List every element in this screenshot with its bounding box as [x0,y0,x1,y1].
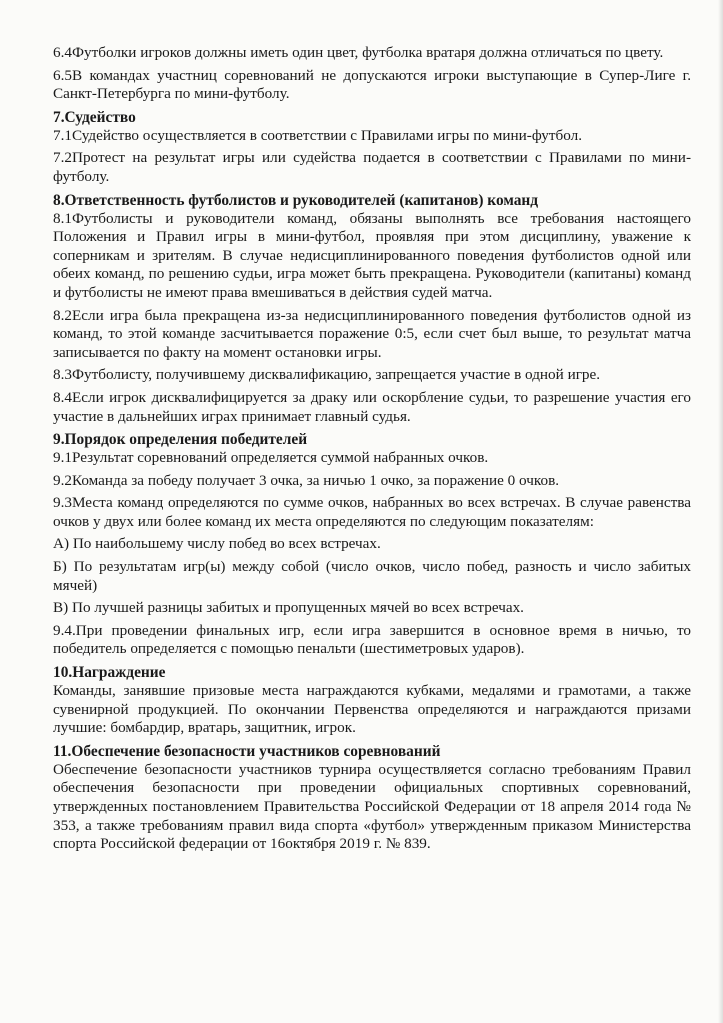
heading-section-11: 11.Обеспечение безопасности участников соревнований [53,742,441,760]
heading-section-7: 7.Судейство [53,108,136,126]
clause-9-4: 9.4.При проведении финальных игр, если игра завершится в основное время в ничью, то победитель определяется с помощью пенальти (шестиметровых ударов). [53,621,691,658]
clause-8-2: 8.2Если игра была прекращена из-за недисциплинированного поведения футболистов одной из команд, то этой команде засчитывается поражение 0:5, если счет был выше, то результат матча записывается по факту на момент остановки игры. [53,306,691,361]
page-edge-shadow [718,0,723,1023]
clause-9-3: 9.3Места команд определяются по сумме очков, набранных во всех встречах. В случае равенства очков у двух или более команд их места определяются по следующим показателям: [53,494,691,530]
clause-6-4: 6.4Футболки игроков должны иметь один цвет, футболка вратаря должна отличаться по цвету. [53,44,664,61]
clause-9-1: 9.1Результат соревнований определяется суммой набранных очков. [53,449,489,467]
criterion-a: А) По наибольшему числу побед во всех встречах. [53,535,381,553]
heading-section-8: 8.Ответственность футболистов и руководителей (капитанов) команд [53,191,539,209]
heading-section-9: 9.Порядок определения победителей [53,431,308,449]
clause-9-2: 9.2Команда за победу получает 3 очка, за ничью 1 очко, за поражение 0 очков. [53,471,560,489]
criterion-v: В) По лучшей разницы забитых и пропущенных мячей во всех встречах. [53,599,524,617]
criterion-b: Б) По результатам игр(ы) между собой (число очков, число побед, разность и число забитых мячей) [53,558,691,594]
clause-10: Команды, занявшие призовые места награждаются кубками, медалями и грамотами, а также сувенирной продукцией. По окончании Первенства определяются и награждаются призами лучшие: бомбардир, вратарь, защитник, игрок. [53,682,691,737]
clause-7-2: 7.2Протест на результат игры или судейства подается в соответствии с Правилами по мини-футболу. [53,149,691,185]
clause-6-5: 6.5В командах участниц соревнований не допускаются игроки выступающие в Супер-Лиге г. Санкт-Петербурга по мини-футболу. [53,66,691,103]
document-body [53,44,691,854]
clause-8-1: 8.1Футболисты и руководители команд, обязаны выполнять все требования настоящего Положения и Правил игры в мини-футбол, проявляя при этом дисциплину, уважение к соперникам и зрителям. В случае недисциплинированного поведения футболистов одной или обеих команд, по решению судьи, игра может быть прекращена. Руководители (капитаны) команд и футболисты не имеют права вмешиваться в действия судей матча. [53,209,691,301]
clause-11: Обеспечение безопасности участников турнира осуществляется согласно требованиям Правил обеспечения безопасности при проведении официальных спортивных соревнований, утвержденных постановлением Правительства Российской Федерации от 18 апреля 2014 года № 353, а также требованиям правил вида спорта «футбол» утвержденным приказом Министерства спорта Российской федерации от 16октября 2019 г. № 839. [53,760,691,853]
clause-8-4: 8.4Если игрок дисквалифицируется за драку или оскорбление судьи, то разрешение участия его участие в дальнейших играх принимает главный судья. [53,388,691,425]
heading-section-10: 10.Награждение [53,664,166,682]
clause-8-3: 8.3Футболисту, получившему дисквалификацию, запрещается участие в одной игре. [53,366,601,384]
clause-7-1: 7.1Судейство осуществляется в соответствии с Правилами игры по мини-футбол. [53,126,583,144]
